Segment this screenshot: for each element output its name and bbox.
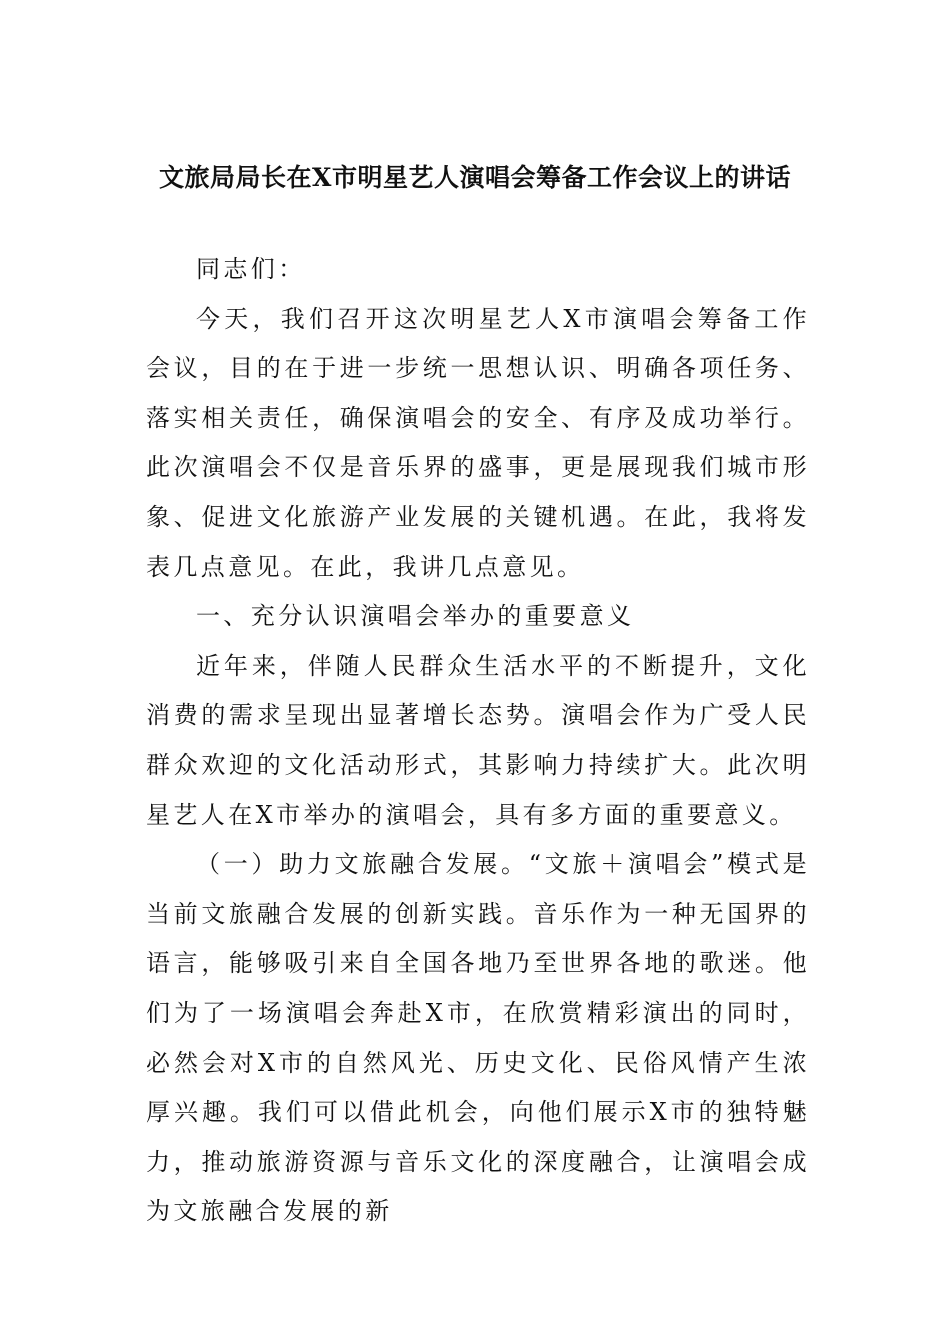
section-heading: 一、充分认识演唱会举办的重要意义 (196, 602, 635, 631)
document-title: 文旅局局长在X市明星艺人演唱会筹备工作会议上的讲话 (159, 163, 791, 192)
opening-paragraph: 今天，我们召开这次明星艺人X市演唱会筹备工作会议，目的在于进一步统一思想认识、明确各项任务、落实相关责任，确保演唱会的安全、有序及成功举行。此次演唱会不仅是音乐界的盛事，更是展现我们城市形象、促进文化旅游产业发展的关键机遇。在此，我将发表几点意见。在此，我讲几点意见。 (146, 304, 810, 581)
section-intro-paragraph: 近年来，伴随人民群众生活水平的不断提升，文化消费的需求呈现出显著增长态势。演唱会作为广受人民群众欢迎的文化活动形式，其影响力持续扩大。此次明星艺人在X市举办的演唱会，具有多方面的重要意义。 (146, 651, 810, 829)
salutation-paragraph: 同志们： (196, 255, 306, 283)
document-body (146, 245, 810, 1237)
subsection-paragraph: （一）助力文旅融合发展。“文旅＋演唱会”模式是当前文旅融合发展的创新实践。音乐作为一种无国界的语言，能够吸引来自全国各地乃至世界各地的歌迷。他们为了一场演唱会奔赴X市，在欣赏精彩演出的同时，必然会对X市的自然风光、历史文化、民俗风情产生浓厚兴趣。我们可以借此机会，向他们展示X市的独特魅力，推动旅游资源与音乐文化的深度融合，让演唱会成为文旅融合发展的新 (146, 850, 810, 1226)
